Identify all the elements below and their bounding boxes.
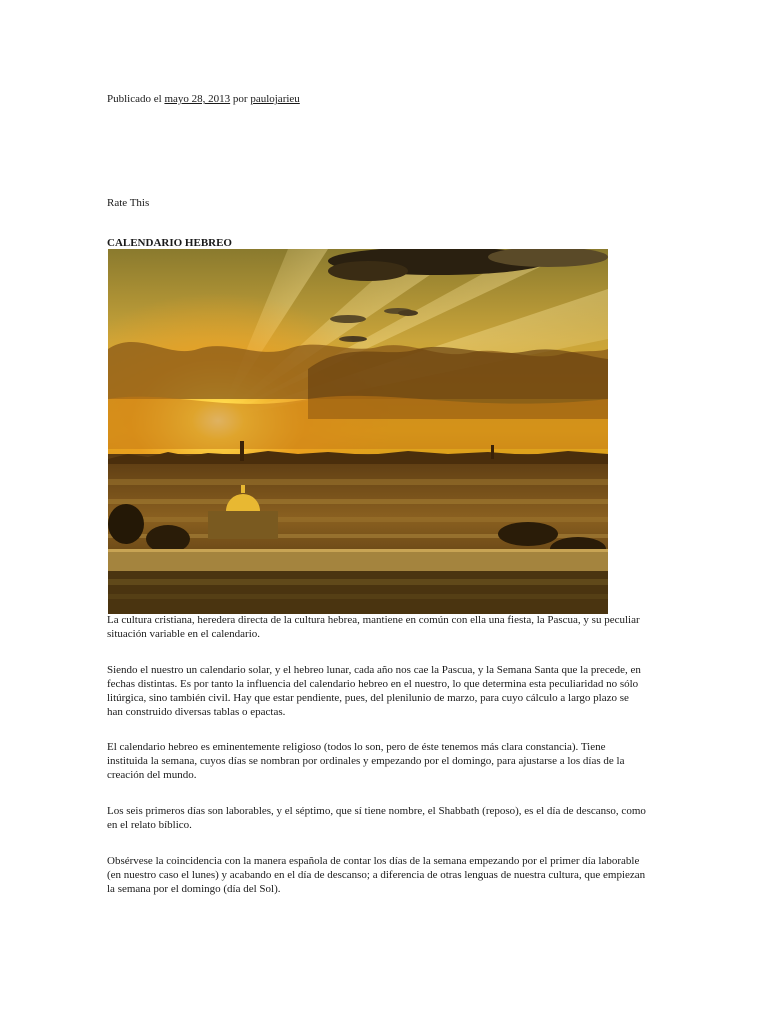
paragraph-line: fechas distintas. Es por tanto la influencia del calendario hebreo en el nuestro, lo que determina esta peculiaridad no sólo — [107, 678, 639, 690]
paragraph-line: situación variable en el calendario. — [107, 628, 261, 640]
jerusalem-sunset-image — [108, 249, 608, 614]
paragraph-line: Siendo el nuestro un calendario solar, y el hebreo lunar, cada año nos cae la Pascua, y la Semana Santa que la precede, en — [107, 664, 641, 676]
author-link[interactable]: paulojarieu — [250, 93, 300, 105]
paragraph-line: litúrgica, sino también civil. Hay que estar pendiente, pues, del plenilunio de marzo, para cuyo cálculo a largo plazo se — [107, 692, 629, 704]
paragraph-5 — [107, 854, 667, 896]
post-date-link[interactable]: mayo 28, 2013 — [164, 93, 231, 105]
article-title: CALENDARIO HEBREO — [107, 237, 232, 249]
paragraph-line: creación del mundo. — [107, 769, 197, 781]
rate-this-label[interactable]: Rate This — [107, 197, 150, 209]
published-prefix: Publicado el — [107, 93, 162, 105]
post-meta — [107, 92, 300, 106]
paragraph-line: la semana por el domingo (día del Sol). — [107, 883, 281, 895]
paragraph-line: (en nuestro caso el lunes) y acabando en el día de descanso; a diferencia de otras lenguas de nuestra cultura, que empiezan — [107, 869, 646, 881]
paragraph-3 — [107, 740, 667, 782]
by-label: por — [232, 93, 248, 105]
paragraph-line: La cultura cristiana, heredera directa de la cultura hebrea, mantiene en común con ella una fiesta, la Pascua, y su peculiar — [107, 614, 640, 626]
paragraph-line: han construido diversas tablas o epactas. — [107, 706, 286, 718]
paragraph-1 — [107, 613, 667, 641]
paragraph-line: Los seis primeros días son laborables, y el séptimo, que sí tiene nombre, el Shabbath (reposo), es el día de descanso, como — [107, 805, 646, 817]
paragraph-2 — [107, 663, 667, 719]
paragraph-line: Obsérvese la coincidencia con la manera española de contar los días de la semana empezando por el primer día laborable — [107, 855, 640, 867]
paragraph-line: en el relato bíblico. — [107, 819, 192, 831]
paragraph-line: El calendario hebreo es eminentemente religioso (todos lo son, pero de éste tenemos más clara constancia). Tiene — [107, 741, 606, 753]
paragraph-line: instituida la semana, cuyos días se nombran por ordinales y empezando por el domingo, para ajustarse a los días de la — [107, 755, 625, 767]
paragraph-4 — [107, 804, 667, 832]
